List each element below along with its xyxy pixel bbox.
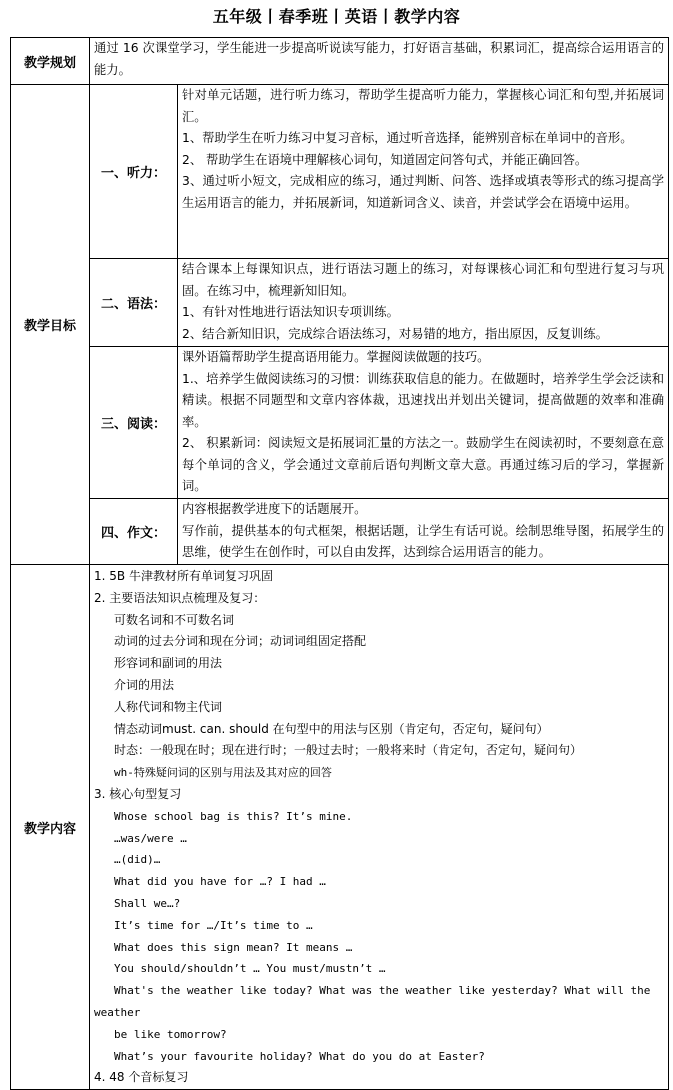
content-line: What’s your favourite holiday? What do you do at Easter? — [114, 1049, 485, 1063]
goal-paragraph: 写作前，提供基本的句式框架，根据话题，让学生有话可说。绘制思维导图，拓展学生的思维，使学生在创作时，可以自由发挥，达到综合运用语言的能力。 — [182, 523, 665, 559]
goal-paragraph: 1.、培养学生做阅读练习的习惯：训练获取信息的能力。在做题时，培养学生学会泛读和精读。根据不同题型和文章内容体裁，迅速找出并划出关键词，提高做题的效率和准确率。 — [182, 371, 665, 429]
content-line: Whose school bag is this? It’s mine. — [114, 809, 353, 823]
goal-paragraph: 1、帮助学生在听力练习中复习音标，通过听音选择，能辨别音标在单词中的音形。 — [182, 131, 633, 145]
goal-row-writing — [11, 499, 669, 565]
goal-paragraph: 结合课本上每课知识点，进行语法习题上的练习，对每课核心词汇和句型进行复习与巩固。在练习中，梳理新知旧知。 — [182, 262, 665, 298]
content-cell — [90, 565, 669, 1090]
content-line: 1. 5B 牛津教材所有单词复习巩固 — [94, 569, 273, 583]
goal-paragraph: 2、 积累新词：阅读短文是拓展词汇量的方法之一。鼓励学生在阅读初时，不要刻意在意每个单词的含义，学会通过文章前后语句判断文章大意。再通过练习后的学习，掌握新词。 — [182, 436, 665, 493]
goal-label-writing: 四、作文： — [90, 499, 178, 565]
goals-label: 教学目标 — [11, 85, 90, 565]
document-title: 五年级丨春季班丨英语丨教学内容 — [212, 7, 461, 26]
content-line: 介词的用法 — [114, 677, 175, 692]
content-line: 人称代词和物主代词 — [114, 699, 223, 714]
content-line: You should/shouldn’t … You must/mustn’t … — [114, 962, 386, 976]
content-line: 动词的过去分词和现在分词；动词词组固定搭配 — [114, 634, 367, 649]
content-line: …(did)… — [114, 853, 161, 867]
content-line: …was/were … — [114, 831, 187, 845]
content-line: 3. 核心句型复习 — [94, 786, 182, 801]
goal-cell-reading — [178, 347, 669, 499]
content-line: It’s time for …/It’s time to … — [114, 918, 313, 932]
content-line: 2. 主要语法知识点梳理及复习： — [94, 590, 266, 605]
goal-paragraph: 2、结合新知旧识，完成综合语法练习，对易错的地方，指出原因，反复训练。 — [182, 326, 608, 341]
lesson-plan-table — [10, 37, 669, 1090]
goal-cell-writing — [178, 499, 669, 565]
content-line: What did you have for …? I had … — [114, 875, 326, 889]
goal-label-grammar: 二、语法： — [90, 259, 178, 347]
content-line: 可数名词和不可数名词 — [114, 612, 235, 627]
planning-row — [11, 38, 669, 85]
content-line: 形容词和副词的用法 — [114, 656, 223, 671]
goal-label-listening: 一、听力： — [90, 85, 178, 259]
goal-paragraph: 1、有针对性地进行语法知识专项训练。 — [182, 305, 399, 319]
content-line: 时态：一般现在时；现在进行时；一般过去时；一般将来时（肯定句，否定句，疑问句） — [114, 743, 583, 758]
goal-label-reading: 三、阅读： — [90, 347, 178, 499]
goal-paragraph: 针对单元话题，进行听力练习，帮助学生提高听力能力，掌握核心词汇和句型,并拓展词汇。 — [182, 88, 665, 124]
content-line: 4. 48 个音标复习 — [94, 1070, 189, 1085]
goal-paragraph: 2、 帮助学生在语境中理解核心词句，知道固定问答句式，并能正确回答。 — [182, 152, 588, 167]
goal-row-listening — [11, 85, 669, 259]
content-label: 教学内容 — [11, 565, 90, 1090]
planning-label: 教学规划 — [11, 38, 90, 85]
planning-text: 通过 16 次课堂学习，学生能进一步提高听说读写能力，打好语言基础，积累词汇，提高综合运用语言的能力。 — [94, 41, 665, 77]
content-line: Shall we…? — [114, 896, 181, 910]
goal-cell-listening — [178, 85, 669, 259]
goal-row-grammar — [11, 259, 669, 347]
goal-paragraph: 3、通过听小短文，完成相应的练习，通过判断、问答、选择或填表等形式的练习提高学生运用语言的能力，并拓展新词，知道新词含义、读音，并尝试学会在语境中运用。 — [182, 174, 665, 210]
content-line: be like tomorrow? — [114, 1027, 227, 1041]
content-line: What does this sign mean? It means … — [114, 940, 353, 954]
goal-paragraph: 内容根据教学进度下的话题展开。 — [182, 502, 367, 516]
content-row — [11, 565, 669, 1090]
content-line: wh-特殊疑问词的区别与用法及其对应的回答 — [114, 766, 332, 780]
goal-cell-grammar — [178, 259, 669, 347]
content-line: 情态动词must. can. should 在句型中的用法与区别（肯定句，否定句，疑问句） — [114, 721, 549, 736]
content-line: weather — [94, 1005, 141, 1019]
planning-cell — [90, 38, 669, 85]
goal-paragraph: 课外语篇帮助学生提高语用能力。掌握阅读做题的技巧。 — [182, 350, 490, 364]
content-list — [90, 565, 668, 1089]
goal-row-reading — [11, 347, 669, 499]
content-line: What's the weather like today? What was the weather like yesterday? What will the — [114, 984, 651, 998]
